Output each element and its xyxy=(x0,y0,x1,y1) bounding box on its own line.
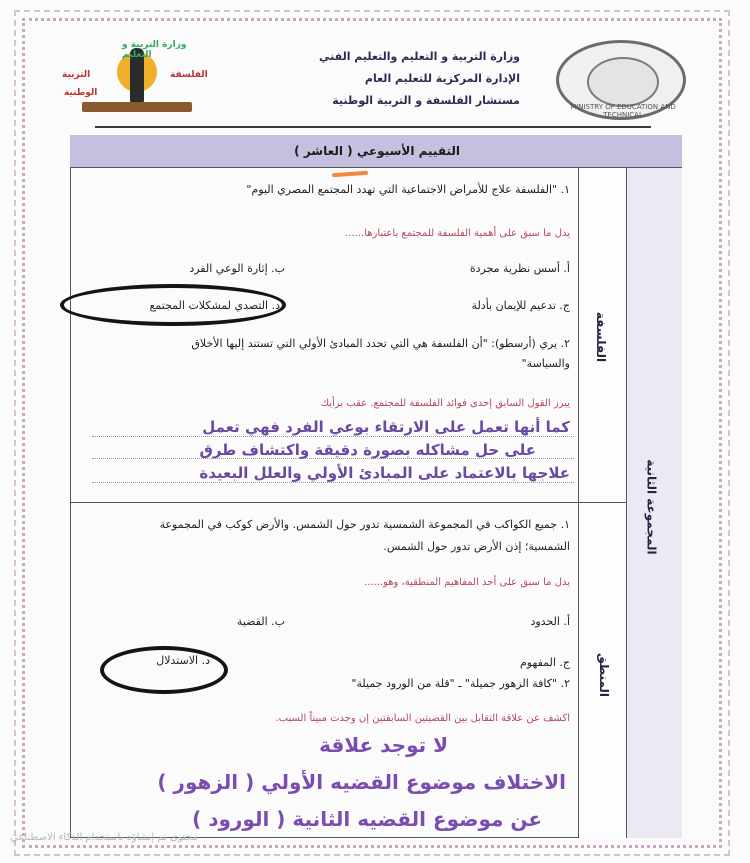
philosophy-question-2-line-2: والسياسة" xyxy=(521,357,570,370)
subject-column xyxy=(578,168,626,838)
logo-left-right-text: الفلسفة xyxy=(170,70,208,80)
ai-content-watermark: محتوى تم إنشاؤه باستخدام الذكاء الاصطناعي xyxy=(10,832,198,843)
philosophy-question-2-line-1: ٢. يري (أرسطو): "أن الفلسفة هي التي تحدد المبادئ الأولي التي تستند إليها الأخلاق xyxy=(191,337,570,350)
philosophy-option-c: ج. تدعيم للإيمان بأدلة xyxy=(471,299,570,312)
logic-handwritten-answer-1: لا توجد علاقة xyxy=(319,733,448,757)
ministry-seal-logo xyxy=(556,40,686,120)
logic-option-d: د. الاستدلال xyxy=(156,654,210,667)
group-label: المجموعة الثانية xyxy=(644,459,659,555)
logic-question-2-prompt: اكشف عن علاقة التقابل بين القضيتين السابقتين إن وجدت مبيناً السبب. xyxy=(275,713,570,724)
answer-line xyxy=(92,482,574,483)
logic-option-a: أ. الحدود xyxy=(530,615,570,628)
logic-question-1-line-2: الشمسية؛ إذن الأرض تدور حول الشمس. xyxy=(383,540,570,553)
philosophy-question-1: ١. "الفلسفة علاج للأمراض الاجتماعية التي تهدد المجتمع المصري اليوم" xyxy=(246,183,570,196)
logic-question-1-line-1: ١. جميع الكواكب في المجموعة الشمسية تدور حول الشمس. والأرض كوكب في المجموعة xyxy=(159,518,570,531)
logo-left-bottom-text: الوطنية xyxy=(64,88,98,98)
header-divider xyxy=(95,126,651,128)
logo-left-top-text: وزارة التربية و التعليم xyxy=(122,40,187,60)
philosophy-option-a: أ. أسس نظرية مجردة xyxy=(469,262,570,275)
header-line-1: وزارة التربية و التعليم والتعليم الفني xyxy=(319,50,520,63)
philosophy-logo xyxy=(62,40,212,120)
ministry-seal-text: MINISTRY OF EDUCATION AND TECHNICAL xyxy=(570,103,676,119)
eagle-emblem-icon xyxy=(587,57,659,107)
logo-left-left-text: التربية xyxy=(62,70,91,80)
philosophy-handwritten-answer-2: على حل مشاكله بصورة دقيقة واكتشاف طرق xyxy=(199,441,536,459)
logic-question-2: ٢. "كافة الزهور جميلة" ـ "قلة من الورود جميلة" xyxy=(351,677,570,690)
philosophy-question-2-prompt: يبرز القول السابق إحدى فوائد الفلسفة للمجتمع. عقب برأيك xyxy=(320,398,570,409)
section-divider xyxy=(70,502,626,503)
selected-answer-circle xyxy=(100,646,228,694)
logic-question-1-prompt: يدل ما سبق على أحد المفاهيم المنطقية، وهو...... xyxy=(363,577,570,588)
header-text xyxy=(280,46,520,112)
philosophy-handwritten-answer-1: كما أنها تعمل على الارتقاء بوعي الفرد فهي تعمل xyxy=(202,418,570,436)
logic-option-c: ج. المفهوم xyxy=(520,656,570,669)
philosophy-question-1-prompt: يدل ما سبق على أهمية الفلسفة للمجتمع باعتبارها...... xyxy=(345,228,570,239)
logic-option-b: ب. القضية xyxy=(236,615,285,628)
philosophy-handwritten-answer-3: علاجها بالاعتماد على المبادئ الأولي والعلل البعيدة xyxy=(199,464,570,482)
answer-line xyxy=(92,436,574,437)
logic-handwritten-answer-2: الاختلاف موضوع القضيه الأولي ( الزهور ) xyxy=(157,770,566,794)
logic-handwritten-answer-3: عن موضوع القضيه الثانية ( الورود ) xyxy=(192,807,542,831)
header-line-3: مستشار الفلسفة و التربية الوطنية xyxy=(332,94,520,107)
assessment-title-bar xyxy=(70,135,682,168)
page-header xyxy=(0,40,750,130)
assessment-title: التقييم الأسبوعي ( العاشر ) xyxy=(294,144,460,158)
header-line-2: الإدارة المركزية للتعليم العام xyxy=(364,72,520,85)
philosophy-label: الفلسفة xyxy=(594,311,609,363)
philosophy-option-b: ب. إثارة الوعي الفرد xyxy=(189,262,285,275)
book-icon xyxy=(82,102,192,112)
philosophy-option-d: د. التصدي لمشكلات المجتمع xyxy=(149,299,280,312)
logic-label: المنطق xyxy=(597,652,612,698)
selected-answer-circle xyxy=(60,284,286,326)
